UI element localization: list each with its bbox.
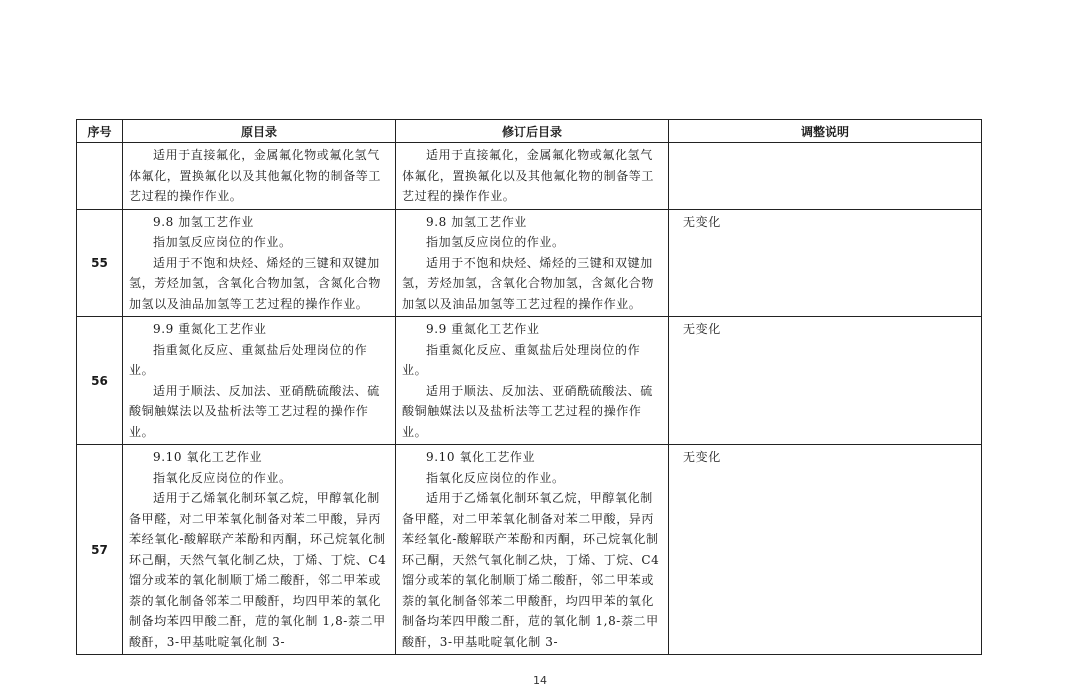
adjustment-note-cell — [669, 143, 982, 210]
paragraph: 适用于直接氟化，金属氟化物或氟化氢气体氟化，置换氟化以及其他氟化物的制备等工艺过程的操作作业。 — [129, 148, 382, 203]
original-catalog-cell — [123, 317, 396, 445]
section-title: 9.9 重氮化工艺作业 — [426, 322, 540, 336]
adjustment-note-cell — [669, 317, 982, 445]
adjustment-note-text: 无变化 — [683, 450, 721, 464]
paragraph: 适用于不饱和炔烃、烯烃的三键和双键加氢，芳烃加氢，含氧化合物加氢，含氮化合物加氢以及油品加氢等工艺过程的操作作业。 — [402, 255, 655, 311]
paragraph: 指重氮化反应、重氮盐后处理岗位的作业。 — [402, 342, 641, 377]
row-seq-number: 55 — [77, 209, 123, 317]
original-catalog-cell — [123, 209, 396, 317]
row-seq-number: 56 — [77, 317, 123, 445]
adjustment-note-text: 无变化 — [683, 322, 721, 336]
adjustment-note-cell — [669, 445, 982, 655]
paragraph: 适用于直接氟化，金属氟化物或氟化氢气体氟化，置换氟化以及其他氟化物的制备等工艺过程的操作作业。 — [402, 148, 655, 203]
revised-catalog-cell — [396, 445, 669, 655]
revised-catalog-cell — [396, 317, 669, 445]
table-row — [77, 317, 982, 445]
page-number: 14 — [533, 674, 547, 687]
paragraph: 指氧化反应岗位的作业。 — [426, 470, 565, 485]
row-seq-number: 57 — [77, 445, 123, 655]
adjustment-note-cell — [669, 209, 982, 317]
paragraph: 适用于顺法、反加法、亚硝酰硫酸法、硫酸铜触媒法以及盐析法等工艺过程的操作作业。 — [402, 383, 653, 439]
section-title: 9.8 加氢工艺作业 — [153, 214, 254, 229]
header-revised-catalog: 修订后目录 — [396, 120, 669, 143]
table-row — [77, 445, 982, 655]
catalog-revision-table — [76, 119, 982, 655]
table-header-row — [77, 120, 982, 143]
section-title: 9.9 重氮化工艺作业 — [153, 322, 267, 336]
original-catalog-cell — [123, 143, 396, 210]
row-seq-number — [77, 143, 123, 210]
paragraph: 适用于顺法、反加法、亚硝酰硫酸法、硫酸铜触媒法以及盐析法等工艺过程的操作作业。 — [129, 383, 380, 439]
paragraph: 适用于乙烯氧化制环氧乙烷，甲醇氧化制备甲醛，对二甲苯氧化制备对苯二甲酸，异丙苯经氧化-酸解联产苯酚和丙酮，环己烷氧化制环己酮，天然气氧化制乙炔，丁烯、丁烷、C4 馏分或苯的氧化制顺丁烯二酸酐，邻二甲苯或萘的氧化制备邻苯二甲酸酐，均四甲苯的氧化制备均苯四甲酸二酐，苊的氧化制 1,8-萘二甲酸酐，3-甲基吡啶氧化制 3- — [129, 491, 387, 649]
table-body — [77, 143, 982, 655]
paragraph: 指重氮化反应、重氮盐后处理岗位的作业。 — [129, 342, 368, 377]
original-catalog-cell — [123, 445, 396, 655]
adjustment-note-text: 无变化 — [683, 214, 721, 229]
section-title: 9.10 氧化工艺作业 — [426, 450, 536, 464]
revised-catalog-cell — [396, 209, 669, 317]
header-original-catalog: 原目录 — [123, 120, 396, 143]
paragraph: 指加氢反应岗位的作业。 — [426, 235, 565, 249]
paragraph: 适用于乙烯氧化制环氧乙烷，甲醇氧化制备甲醛，对二甲苯氧化制备对苯二甲酸，异丙苯经氧化-酸解联产苯酚和丙酮，环己烷氧化制环己酮，天然气氧化制乙炔，丁烯、丁烷、C4 馏分或苯的氧化制顺丁烯二酸酐，邻二甲苯或萘的氧化制备邻苯二甲酸酐，均四甲苯的氧化制备均苯四甲酸二酐，苊的氧化制 1,8-萘二甲酸酐，3-甲基吡啶氧化制 3- — [402, 491, 660, 649]
table-row — [77, 143, 982, 210]
section-title: 9.8 加氢工艺作业 — [426, 214, 527, 229]
paragraph: 指氧化反应岗位的作业。 — [153, 470, 292, 485]
table-row — [77, 209, 982, 317]
paragraph: 适用于不饱和炔烃、烯烃的三键和双键加氢，芳烃加氢，含氧化合物加氢，含氮化合物加氢以及油品加氢等工艺过程的操作作业。 — [129, 255, 382, 311]
header-adjustment-note: 调整说明 — [669, 120, 982, 143]
paragraph: 指加氢反应岗位的作业。 — [153, 235, 292, 249]
header-seq: 序号 — [77, 120, 123, 143]
section-title: 9.10 氧化工艺作业 — [153, 450, 263, 464]
revised-catalog-cell — [396, 143, 669, 210]
